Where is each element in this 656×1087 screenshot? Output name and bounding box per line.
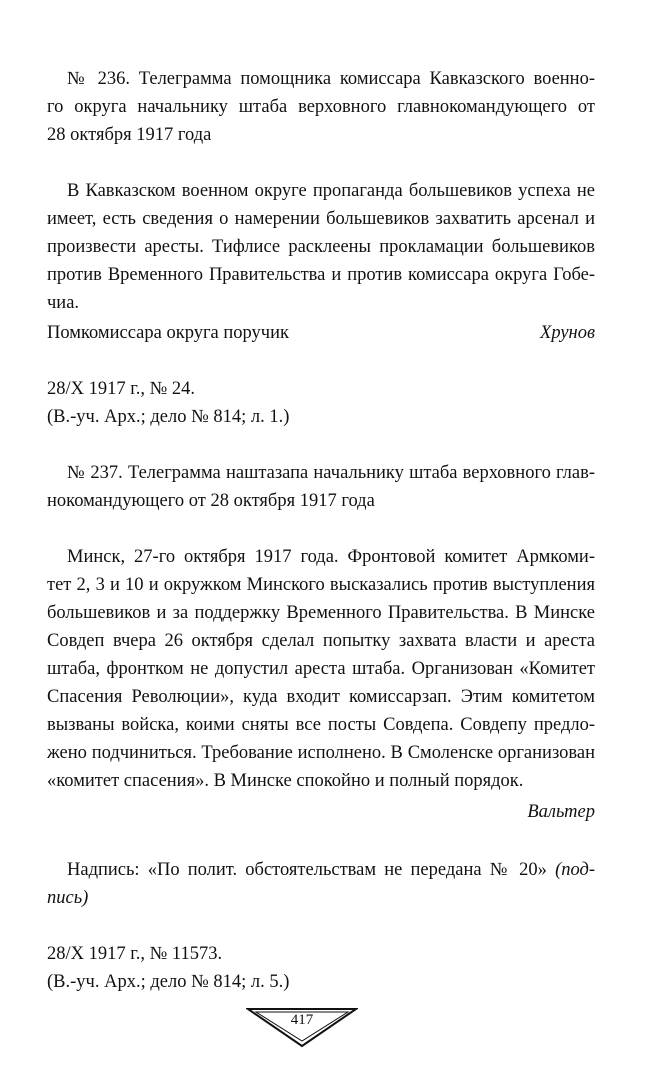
doc236-body-line-2: имеет, есть сведения о намерении большевиков захватить арсенал и <box>47 209 595 229</box>
doc237-body-line-5: штаба, фронтком не допустил ареста штаба. Организован «Комитет <box>47 659 595 679</box>
page-number-badge <box>246 1008 358 1048</box>
doc237-note-line-2: пись) <box>47 888 89 908</box>
doc237-body-line-2: тет 2, 3 и 10 и окружком Минского высказались против выступления <box>47 575 595 595</box>
doc237-note-line-1 <box>67 857 595 885</box>
doc236-signatory-name: Хрунов <box>540 323 595 343</box>
doc236-heading-line-3: 28 октября 1917 года <box>47 125 212 145</box>
doc236-archive-line: (В.-уч. Арх.; дело № 814; л. 1.) <box>47 407 290 427</box>
doc237-signatory-name: Вальтер <box>527 802 595 822</box>
doc236-heading-line-1: № 236. Телеграмма помощника комиссара Кавказского военно- <box>67 69 595 89</box>
doc237-archive-line: (В.-уч. Арх.; дело № 814; л. 5.) <box>47 972 290 992</box>
doc236-body-line-4: против Временного Правительства и против комиссара округа Гобе- <box>47 265 595 285</box>
doc237-heading-line-2: нокомандующего от 28 октября 1917 года <box>47 491 375 511</box>
doc236-date-line: 28/X 1917 г., № 24. <box>47 379 196 399</box>
doc237-body-line-9: «комитет спасения». В Минске спокойно и полный порядок. <box>47 771 524 791</box>
doc237-body-line-4: Совдеп вчера 26 октября сделал попытку захвата власти и ареста <box>47 631 595 651</box>
doc236-body-line-1: В Кавказском военном округе пропаганда большевиков успеха не <box>67 181 595 201</box>
doc237-body-line-8: жено подчиниться. Требование исполнено. В Смоленске организован <box>47 743 595 763</box>
doc237-note-italic-start: (под- <box>555 860 595 880</box>
doc237-body-line-3: большевиков и за поддержку Временного Правительства. В Минске <box>47 603 595 623</box>
doc237-body-line-6: Спасения Революции», куда входит комиссарзап. Этим комитетом <box>47 687 595 707</box>
doc237-heading-line-1: № 237. Телеграмма наштазапа начальнику штаба верховного глав- <box>67 463 595 483</box>
doc237-body-line-1: Минск, 27-го октября 1917 года. Фронтовой комитет Армкоми- <box>67 547 595 567</box>
doc236-signatory-title: Помкомиссара округа поручик <box>47 323 289 343</box>
page-number: 417 <box>290 1012 314 1028</box>
doc236-body-line-5: чиа. <box>47 293 80 313</box>
doc236-heading-line-2: го округа начальнику штаба верховного главнокомандующего от <box>47 97 595 117</box>
doc237-date-line: 28/X 1917 г., № 11573. <box>47 944 223 964</box>
doc237-body-line-7: вызваны войска, коими сняты все посты Совдепа. Совдепу предло- <box>47 715 595 735</box>
doc236-body-line-3: произвести аресты. Тифлисе расклеены прокламации большевиков <box>47 237 595 257</box>
doc237-note-text: Надпись: «По полит. обстоятельствам не передана № 20» <box>67 860 547 880</box>
